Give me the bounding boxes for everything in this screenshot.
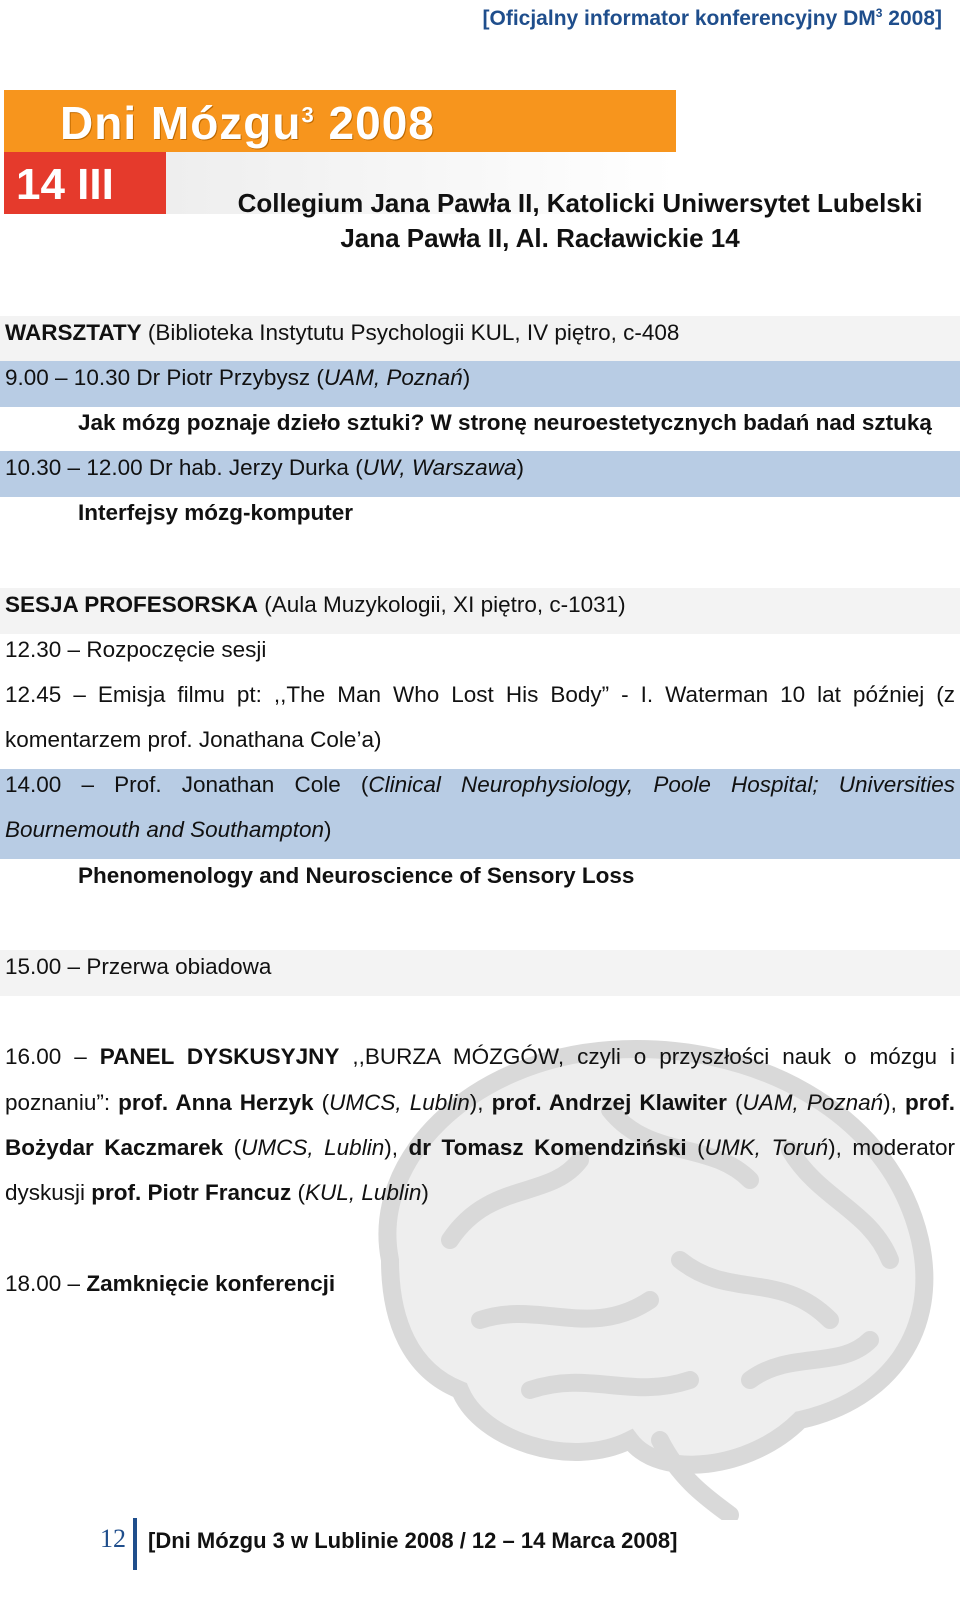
session-film-line2: komentarzem prof. Jonathana Cole’a) bbox=[5, 727, 382, 752]
footer-divider bbox=[133, 1518, 137, 1570]
workshop-1-topic: Jak mózg poznaje dzieło sztuki? W stronę neuroestetycznych badań nad sztuką bbox=[78, 410, 932, 435]
workshop-1-time: 9.00 – 10.30 Dr Piotr Przybysz (UAM, Poznań) bbox=[5, 365, 471, 390]
workshop-2-topic: Interfejsy mózg-komputer bbox=[78, 500, 354, 525]
venue-line2: Jana Pawła II, Al. Racławickie 14 bbox=[340, 223, 740, 253]
lecture-line2: Bournemouth and Southampton) bbox=[5, 817, 332, 842]
session-film-line1: 12.45 – Emisja filmu pt: ,,The Man Who Lost His Body” - I. Waterman 10 lat później (z bbox=[5, 682, 955, 707]
session-start: 12.30 – Rozpoczęcie sesji bbox=[5, 637, 267, 662]
banner-title: Dni Mózgu$^3$ 2008 bbox=[60, 97, 435, 149]
lecture-line1: 14.00 – Prof. Jonathan Cole (Clinical Neurophysiology, Poole Hospital; Universities bbox=[5, 772, 955, 797]
venue-line1: Collegium Jana Pawła II, Katolicki Uniwersytet Lubelski bbox=[237, 188, 923, 218]
closing: 18.00 – Zamknięcie konferencji bbox=[5, 1271, 336, 1296]
lunch-break: 15.00 – Przerwa obiadowa bbox=[5, 954, 272, 979]
lecture-topic: Phenomenology and Neuroscience of Sensory Loss bbox=[78, 863, 635, 888]
workshop-2-time: 10.30 – 12.00 Dr hab. Jerzy Durka (UW, Warszawa) bbox=[5, 455, 524, 480]
footer-text: [Dni Mózgu 3 w Lublinie 2008 / 12 – 14 Marca 2008] bbox=[148, 1528, 678, 1553]
panel-line3: Bożydar Kaczmarek (UMCS, Lublin), dr Tomasz Komendziński (UMK, Toruń), moderator bbox=[5, 1135, 955, 1160]
workshops-header: WARSZTATY (Biblioteka Instytutu Psychologii KUL, IV piętro, c-408 bbox=[5, 320, 680, 345]
banner-date: 14 III bbox=[16, 160, 114, 209]
panel-line2: poznaniu”: prof. Anna Herzyk (UMCS, Lublin), prof. Andrzej Klawiter (UAM, Poznań), prof. bbox=[5, 1090, 955, 1115]
running-header: [Oficjalny informator konferencyjny $DM^3$ 2008] bbox=[482, 6, 942, 30]
session-header: SESJA PROFESORSKA (Aula Muzykologii, XI piętro, c-1031) bbox=[5, 592, 626, 617]
page-number: 12 bbox=[100, 1524, 126, 1553]
panel-line4: dyskusji prof. Piotr Francuz (KUL, Lublin) bbox=[5, 1180, 429, 1205]
panel-line1: 16.00 – PANEL DYSKUSYJNY ,,BURZA MÓZGÓW, czyli o przyszłości nauk o mózgu i bbox=[5, 1044, 955, 1069]
